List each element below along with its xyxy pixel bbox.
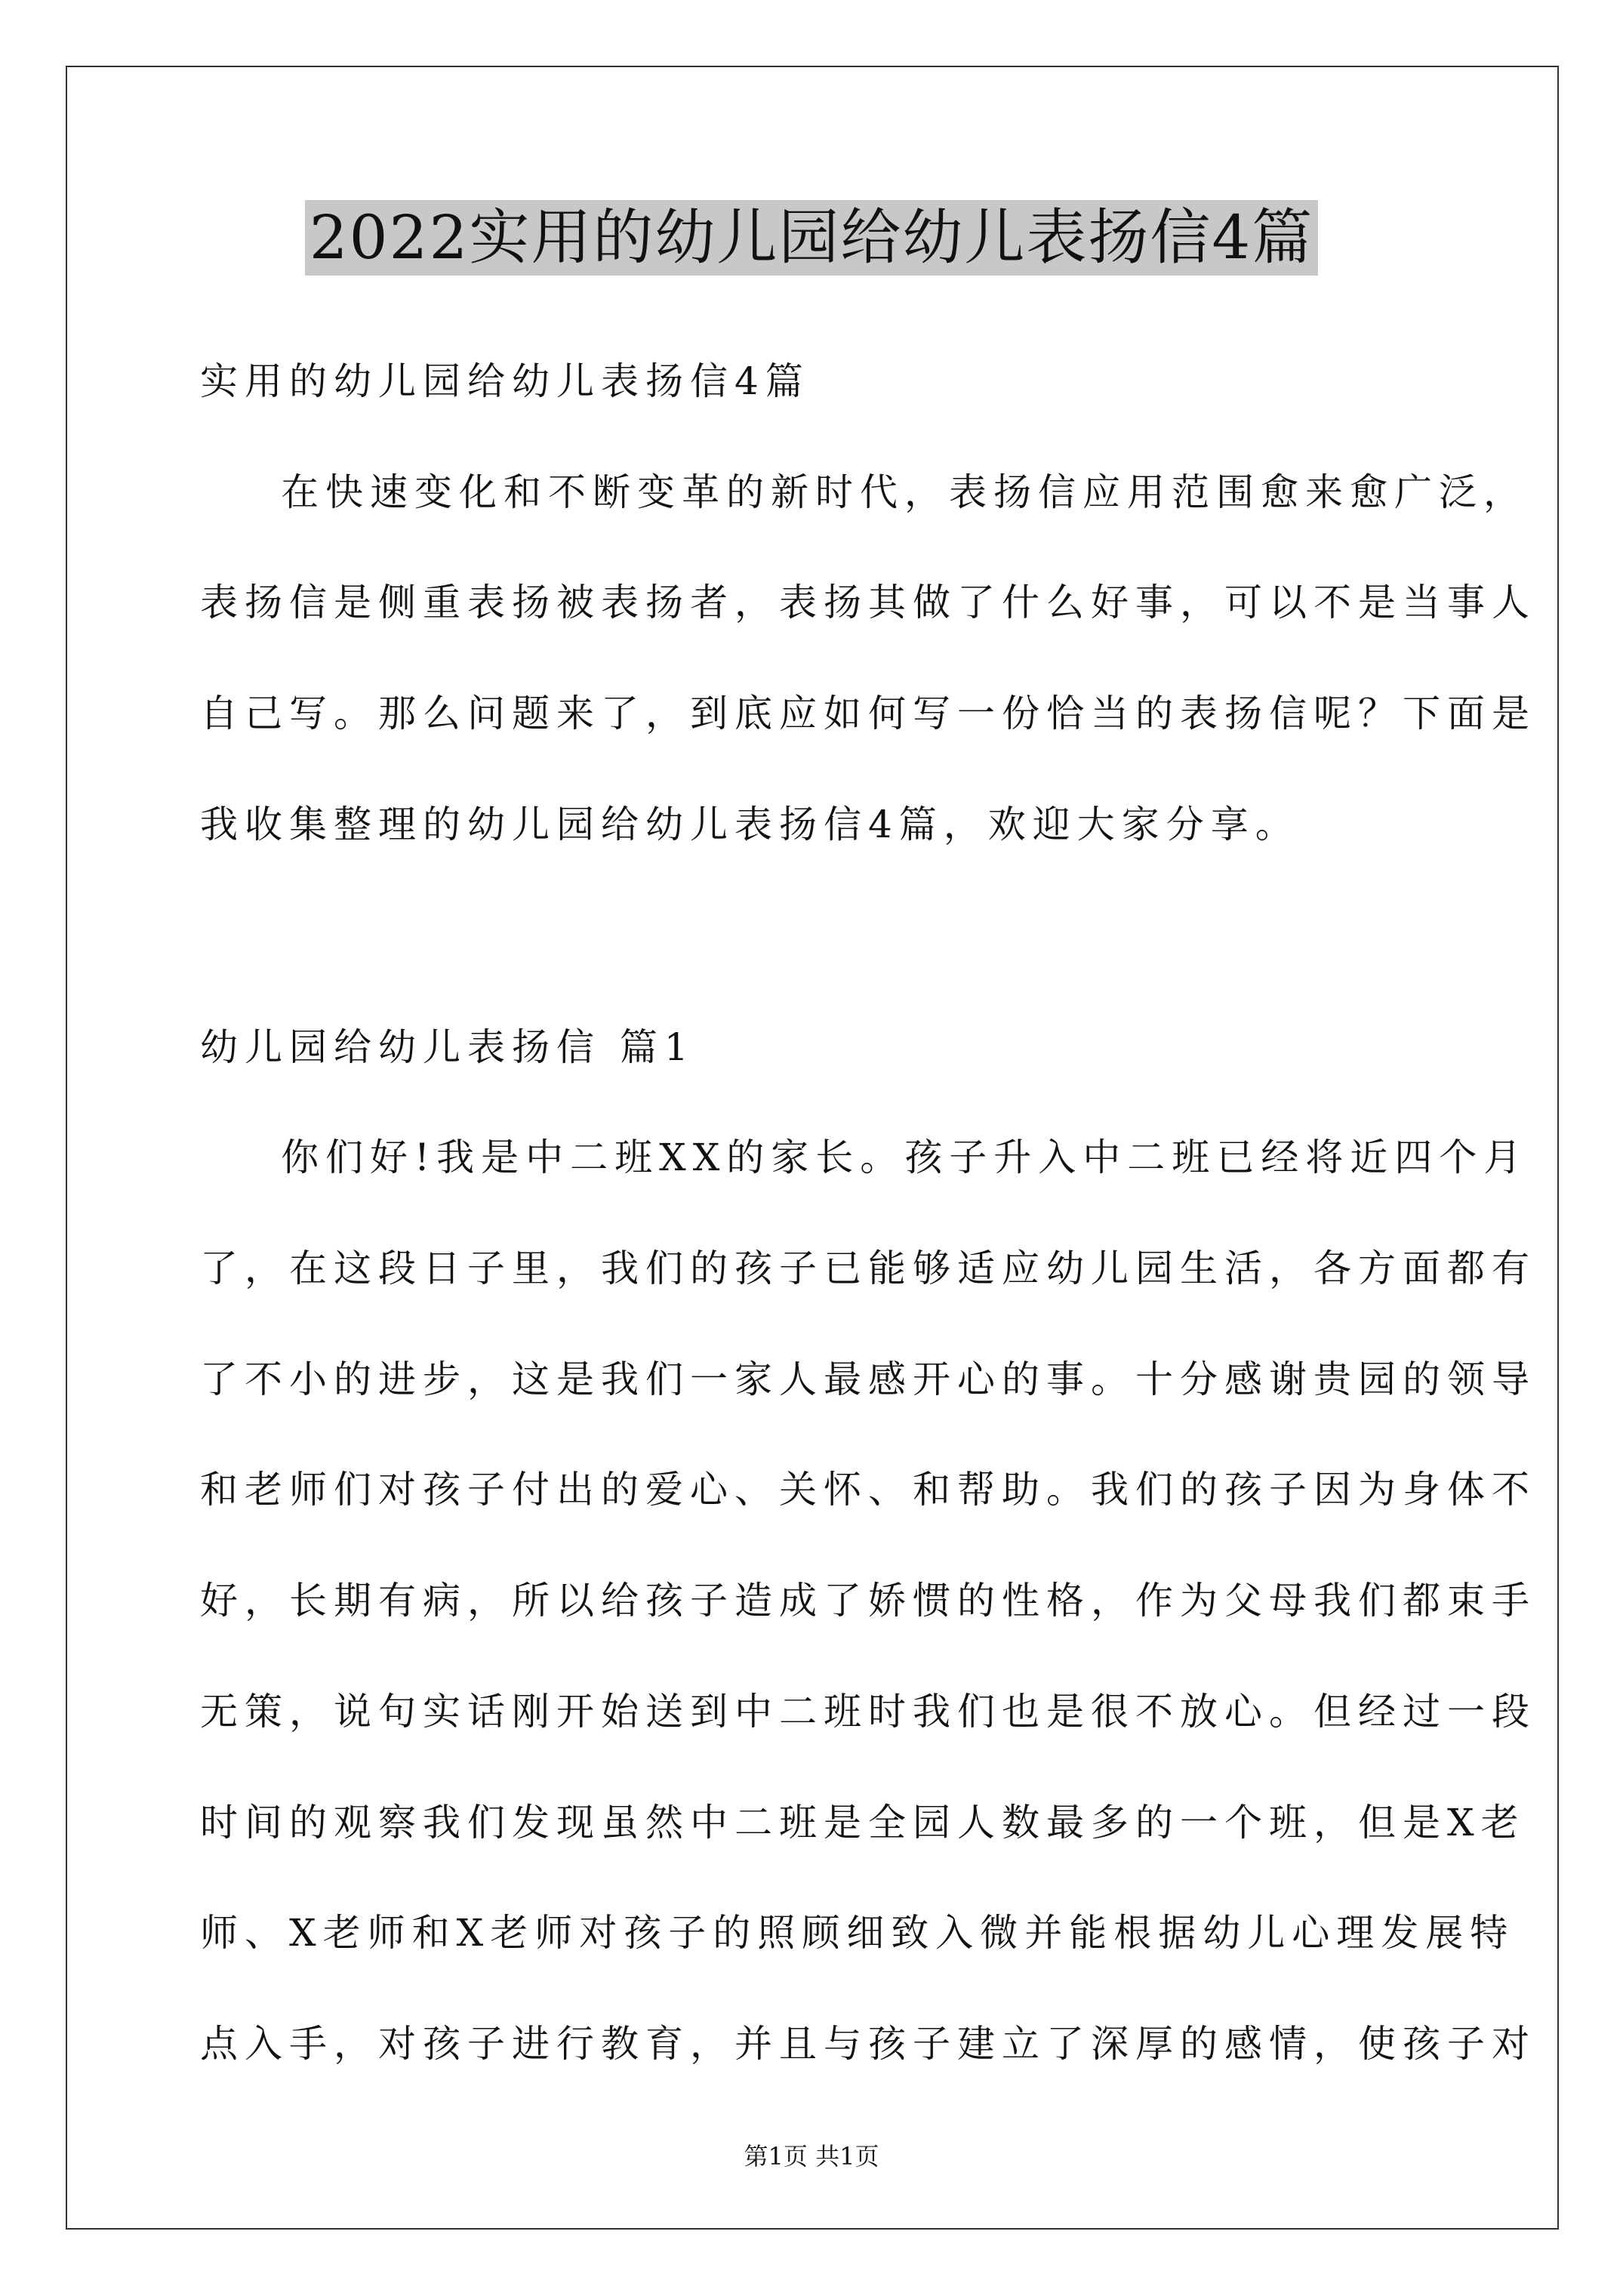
section-line: 师、X老师和X老师对孩子的照顾细致入微并能根据幼儿心理发展特	[200, 1911, 1515, 1955]
document-subtitle: 实用的幼儿园给幼儿表扬信4篇	[200, 359, 810, 403]
section-line: 好，长期有病，所以给孩子造成了娇惯的性格，作为父母我们都束手	[200, 1579, 1536, 1623]
intro-line: 我收集整理的幼儿园给幼儿表扬信4篇，欢迎大家分享。	[200, 803, 1300, 846]
section-line: 点入手，对孩子进行教育，并且与孩子建立了深厚的感情，使孩子对	[200, 2022, 1536, 2066]
section-line: 和老师们对孩子付出的爱心、关怀、和帮助。我们的孩子因为身体不	[200, 1468, 1536, 1512]
section-line: 时间的观察我们发现虽然中二班是全园人数最多的一个班，但是X老	[200, 1801, 1526, 1845]
section-line: 了，在这段日子里，我们的孩子已能够适应幼儿园生活，各方面都有	[200, 1247, 1536, 1290]
section-line: 了不小的进步，这是我们一家人最感开心的事。十分感谢贵园的领导	[200, 1358, 1536, 1401]
intro-line: 表扬信是侧重表扬被表扬者，表扬其做了什么好事，可以不是当事人	[200, 581, 1536, 624]
section-line: 你们好!我是中二班XX的家长。孩子升入中二班已经将近四个月	[281, 1136, 1529, 1179]
intro-line: 在快速变化和不断变革的新时代，表扬信应用范围愈来愈广泛，	[281, 470, 1528, 514]
page-footer: 第1页 共1页	[744, 2142, 879, 2171]
title-container	[0, 200, 1623, 276]
intro-line: 自己写。那么问题来了，到底应如何写一份恰当的表扬信呢？下面是	[200, 692, 1536, 735]
document-title: 2022实用的幼儿园给幼儿表扬信4篇	[305, 200, 1319, 276]
section-heading: 幼儿园给幼儿表扬信 篇1	[200, 1025, 695, 1069]
section-line: 无策，说句实话刚开始送到中二班时我们也是很不放心。但经过一段	[200, 1690, 1536, 1734]
